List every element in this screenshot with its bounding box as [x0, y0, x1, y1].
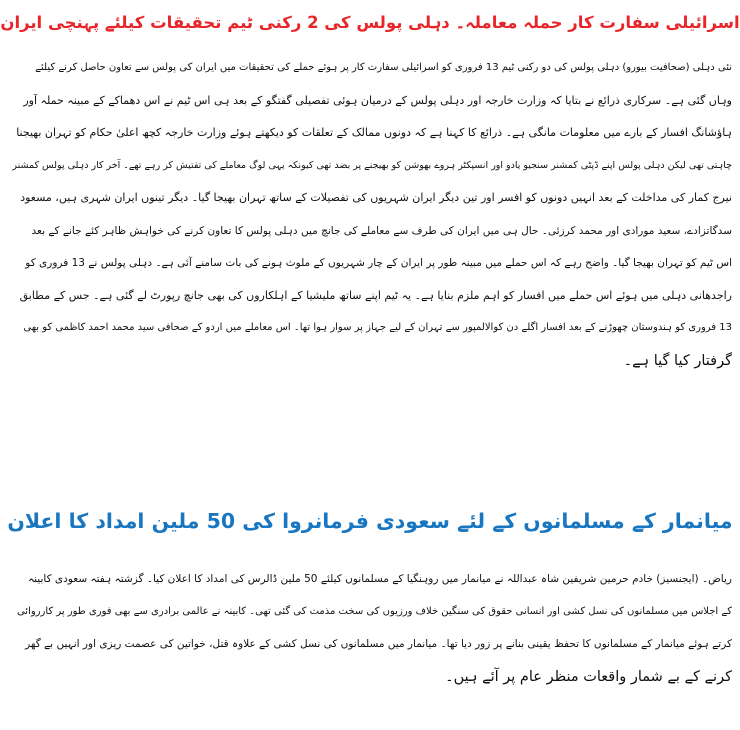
article-line: سدگاتزادے، سعید مورادی اور محمد کرزئی۔ حال ہی میں ایران کی طرف سے معاملے کی جانچ میں دہلی پولس کا تعاون کرنے کی خواہش ظاہر کئے جانے کے بعد	[31, 224, 732, 237]
article-line: کرنے کے بے شمار واقعات منظر عام پر آئے ہیں۔	[445, 668, 732, 685]
article-line: ریاض۔ (ایجنسیز) خادم حرمین شریفین شاہ عبداللہ نے میانمار میں روہنگیا کے مسلمانوں کیلئے 50 ملین ڈالرس کی امداد کا اعلان کیا۔ گزشتہ ہفتہ سعودی کابینہ	[27, 573, 732, 585]
article-line: اس ٹیم کو تہران بھیجا گیا۔ واضح رہے کہ اس حملے میں مبینہ طور پر ایران کے چار شہریوں کے ملوث ہونے کی بات سامنے آئی ہے۔ دہلی پولس نے 13 فروری کو	[25, 257, 732, 269]
article-line: نیرج کمار کی مداخلت کے بعد انہیں دونوں کو افسر اور تین دیگر ایران شہریوں کی تفصیلات کے ساتھ تہران بھیجا گیا۔ دیگر تینوں ایران شہری ہیں، مسعود	[20, 191, 732, 204]
article-line: کے اجلاس میں مسلمانوں کی نسل کشی اور انسانی حقوق کی سنگین خلاف ورزیوں کی سخت مذمت کی گئی تھی۔ کابینہ نے عالمی برادری سے بھی فوری طور پر کارروائی	[16, 605, 732, 617]
headline-saudi-aid-myanmar: میانمار کے مسلمانوں کے لئے سعودی فرمانروا کی 50 ملین امداد کا اعلان	[7, 509, 733, 533]
article-line: 13 فروری کو ہندوستان چھوڑنے کے بعد افسار اگلے دن کوالالمپور سے تہران کے لیے جہاز پر سوار ہوا تھا۔ اس معاملے میں اردو کے صحافی سید محمد احمد کاظمی کو بھی	[23, 322, 732, 333]
article-body-diplomat-attack	[8, 52, 732, 377]
article-line: ہاؤشانگ افسار کے بارے میں معلومات مانگی ہے۔ ذرائع کا کہنا ہے کہ دونوں ممالک کے تعلقات کو دیکھتے ہوئے وزارت خارجہ کچھ اعلیٰ حکام کو تہران بھیجنا	[16, 126, 732, 139]
article-body-saudi-aid	[8, 563, 732, 693]
headline-israeli-diplomat-attack: اسرائیلی سفارت کار حملہ معاملہ۔ دہلی پولس کی 2 رکنی ٹیم تحقیقات کیلئے پہنچی ایران	[0, 13, 740, 32]
article-line: گرفتار کیا گیا ہے۔	[623, 352, 732, 369]
article-line: نئی دہلی (صحافیت بیورو) دہلی پولس کی دو رکنی ٹیم 13 فروری کو اسرائیلی سفارت کار پر ہوئے حملے کی تحقیقات میں ایران کی پولس سے تعاون حاصل کرنے کیلئے	[35, 62, 732, 73]
article-line: چاہتی تھی لیکن دہلی پولس اپنے ڈپٹی کمشنر سنجیو یادو اور انسپکٹر ہروے بھوشن کو بھیجنے پر بضد تھی کیونکہ یہی لوگ معاملے کی تفتیش کر رہے تھے۔ آخر کار دہلی پولس کمشنر	[12, 159, 732, 171]
article-line: کرتے ہوئے میانمار کے مسلمانوں کا تحفظ یقینی بنانے پر زور دیا تھا۔ میانمار میں مسلمانوں کی نسل کشی کے علاوہ قتل، خواتین کی عصمت ریزی اور انہیں بے گھر	[25, 638, 732, 650]
article-line: راجدھانی دہلی میں ہوئے اس حملے میں افسار کو اہم ملزم بنایا ہے۔ یہ ٹیم اپنے ساتھ ملیشیا کے اہلکاروں کی بھی جانچ رپورٹ لے گئی ہے۔ جس کے مطابق	[19, 288, 732, 302]
article-line: وہاں گئی ہے۔ سرکاری ذرائع نے بتایا کہ وزارت خارجہ اور دہلی پولس کے درمیان ہوئی تفصیلی گفتگو کے بعد ہی اس ٹیم نے اس دھماکے کے مبینہ حملہ آور	[23, 93, 732, 107]
